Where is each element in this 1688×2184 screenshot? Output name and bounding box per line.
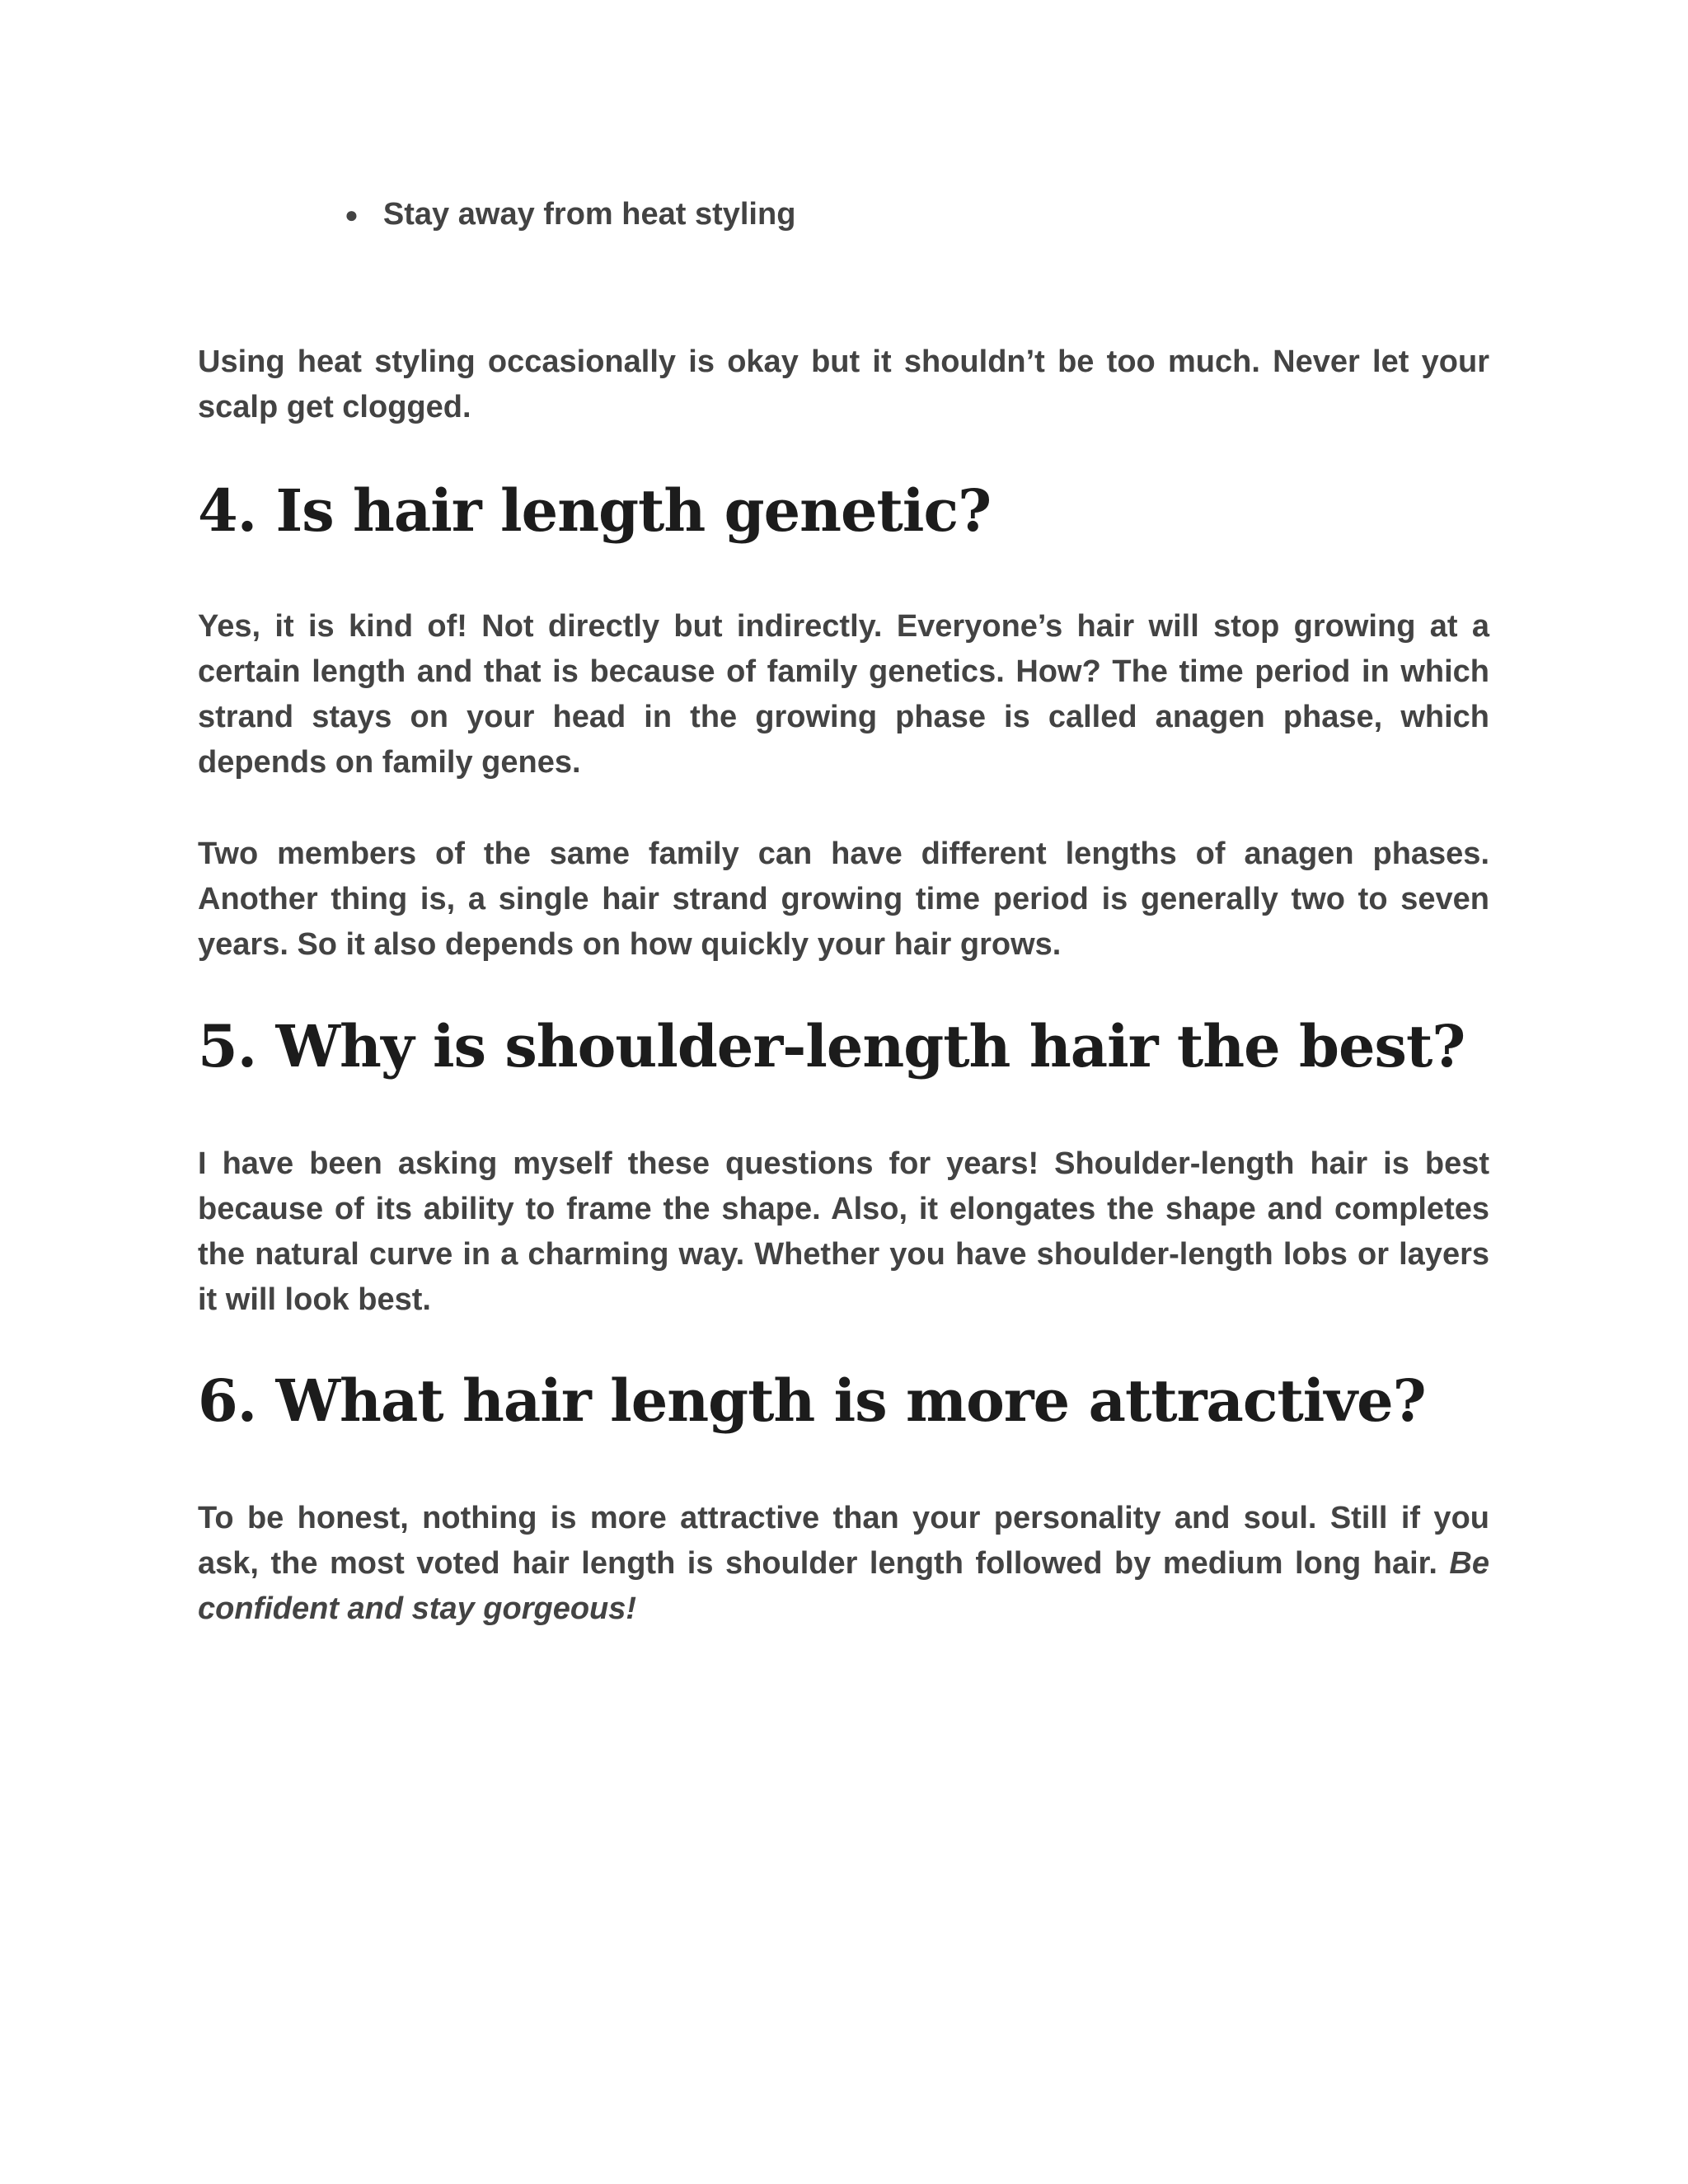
paragraph-attractive (198, 1496, 1489, 1632)
heading-section-4: 4. Is hair length genetic? (198, 476, 992, 545)
paragraph-genetic-2: Two members of the same family can have different lengths of anagen phases. Another thing is, a single hair strand growing time period is generally two to seven years. So it also depends on how quickly your hair grows. (198, 837, 1489, 962)
bullet-text: Stay away from heat styling (382, 197, 796, 232)
paragraph-heat-styling: Using heat styling occasionally is okay but it shouldn’t be too much. Never let your scalp get clogged. (198, 344, 1489, 424)
paragraph-shoulder-length: I have been asking myself these questions for years! Shoulder-length hair is best because of its ability to frame the shape. Also, it elongates the shape and completes the natural curve in a charming way. Whether you have shoulder-length lobs or layers it will look best. (198, 1146, 1489, 1317)
heading-section-6: 6. What hair length is more attractive? (198, 1366, 1426, 1435)
bullet-item (345, 197, 795, 232)
heading-section-5: 5. Why is shoulder-length hair the best? (198, 1012, 1465, 1080)
bullet-dot-icon: ● (345, 201, 359, 227)
paragraph-attractive-text: To be honest, nothing is more attractive than your personality and soul. Still if you ask, the most voted hair length is shoulder length followed by medium long hair. (198, 1501, 1489, 1581)
paragraph-genetic-1: Yes, it is kind of! Not directly but indirectly. Everyone’s hair will stop growing at a certain length and that is because of family genetics. How? The time period in which strand stays on your head in the growing phase is called anagen phase, which depends on family genes. (198, 609, 1489, 780)
closing-italic-text: Be confident and stay gorgeous! (198, 1546, 1489, 1626)
